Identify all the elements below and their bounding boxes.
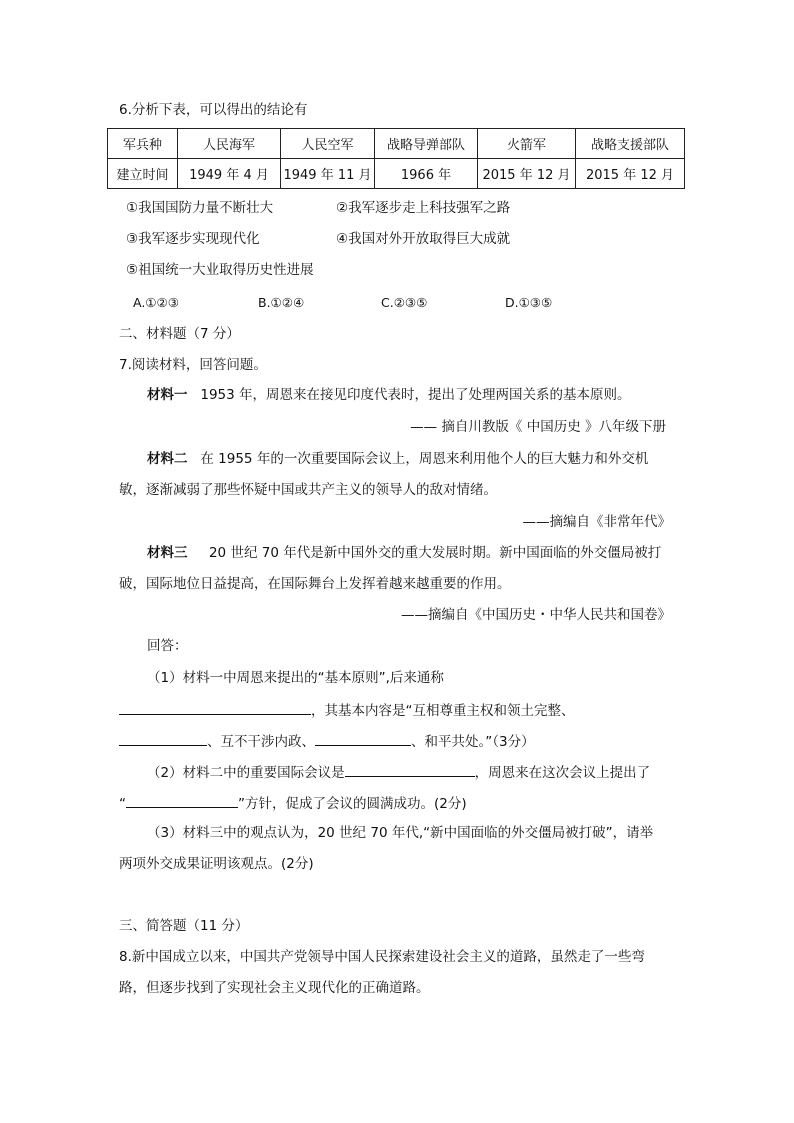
answer-blank[interactable] <box>119 700 311 715</box>
option-b: B.①②④ <box>258 295 305 310</box>
section-3-title: 三、简答题（11 分） <box>119 918 249 934</box>
sub-question-2-text: ，周恩来在这次会议上提出了 <box>474 765 651 781</box>
army-table <box>107 128 685 189</box>
statement-2: ②我军逐步走上科技强军之路 <box>336 200 511 216</box>
q8-stem-cont: 路，但逐步找到了实现社会主义现代化的正确道路。 <box>119 980 430 996</box>
sub-question-2-line2 <box>119 793 467 813</box>
sub-question-3: （3）材料三中的观点认为，20 世纪 70 年代,“新中国面临的外交僵局被打破”，请举 <box>147 825 654 841</box>
table-cell: 2015 年 12 月 <box>478 159 576 189</box>
answer-blank[interactable] <box>126 793 238 808</box>
answer-blank[interactable] <box>315 731 411 746</box>
sub-question-1-text: ，其基本内容是“互相尊重主权和领土完整、 <box>311 703 575 719</box>
material-3-source: ——摘编自《中国历史・中华人民共和国卷》 <box>401 607 671 623</box>
material-1-text: 1953 年，周恩来在接见印度代表时，提出了处理两国关系的基本原则。 <box>200 387 631 403</box>
material-3-label: 材料三 <box>147 545 188 561</box>
table-cell: 人民空军 <box>281 129 375 159</box>
table-cell: 战略导弹部队 <box>375 129 478 159</box>
table-header-row <box>108 129 685 159</box>
material-2-text: 在 1955 年的一次重要国际会议上，周恩来利用他个人的巨大魅力和外交机 <box>200 451 649 467</box>
q7-stem: 7.阅读材料，回答问题。 <box>119 357 267 373</box>
sub-question-1: （1）材料一中周恩来提出的“基本原则”,后来通称 <box>147 670 444 686</box>
table-row <box>108 159 685 189</box>
material-3 <box>147 544 661 562</box>
material-2-label: 材料二 <box>147 451 188 467</box>
sub-question-1-line3 <box>119 731 535 751</box>
option-d: D.①③⑤ <box>505 295 553 310</box>
sub-question-1-line2 <box>119 700 575 720</box>
table-cell: 2015 年 12 月 <box>576 159 685 189</box>
sub-question-1-text: 、互不干涉内政、 <box>207 734 315 750</box>
q8-stem: 8.新中国成立以来，中国共产党领导中国人民探索建设社会主义的道路，虽然走了一些弯 <box>119 949 645 965</box>
material-1 <box>147 386 631 404</box>
material-1-label: 材料一 <box>147 387 188 403</box>
table-cell: 人民海军 <box>178 129 281 159</box>
sub-question-2-text: ”方针，促成了会议的圆满成功。(2分) <box>238 796 467 812</box>
sub-question-2-text: “ <box>119 796 126 812</box>
material-2-text-cont: 敏，逐渐减弱了那些怀疑中国或共产主义的领导人的敌对情绪。 <box>119 482 497 498</box>
answer-blank[interactable] <box>119 731 207 746</box>
option-a: A.①②③ <box>133 295 179 310</box>
sub-question-2-text: （2）材料二中的重要国际会议是 <box>147 765 345 781</box>
material-2 <box>147 450 648 468</box>
table-cell: 火箭军 <box>478 129 576 159</box>
material-3-text: 20 世纪 70 年代是新中国外交的重大发展时期。新中国面临的外交僵局被打 <box>208 545 662 561</box>
statement-1: ①我国国防力量不断壮大 <box>126 200 274 216</box>
table-cell: 1949 年 11 月 <box>281 159 375 189</box>
statement-3: ③我军逐步实现现代化 <box>126 231 260 247</box>
answer-blank[interactable] <box>345 762 475 777</box>
sub-question-1-text: 、和平共处。”（3分） <box>411 734 535 750</box>
material-2-source: ——摘编自《非常年代》 <box>522 514 671 530</box>
table-cell: 1966 年 <box>375 159 478 189</box>
table-cell: 1949 年 4 月 <box>178 159 281 189</box>
section-2-title: 二、材料题（7 分） <box>119 326 240 342</box>
statement-5: ⑤祖国统一大业取得历史性进展 <box>126 262 314 278</box>
material-1-source: —— 摘自川教版《 中国历史 》八年级下册 <box>410 419 666 435</box>
q6-stem: 6.分析下表，可以得出的结论有 <box>119 102 308 118</box>
option-c: C.②③⑤ <box>381 295 428 310</box>
statement-4: ④我国对外开放取得巨大成就 <box>336 231 511 247</box>
table-cell: 战略支援部队 <box>576 129 685 159</box>
sub-question-2 <box>147 762 650 782</box>
table-cell: 建立时间 <box>108 159 178 189</box>
table-cell: 军兵种 <box>108 129 178 159</box>
answer-label: 回答： <box>147 638 188 654</box>
material-3-text-cont: 破，国际地位日益提高，在国际舞台上发挥着越来越重要的作用。 <box>119 576 511 592</box>
sub-question-3-line2: 两项外交成果证明该观点。(2分) <box>119 856 314 872</box>
